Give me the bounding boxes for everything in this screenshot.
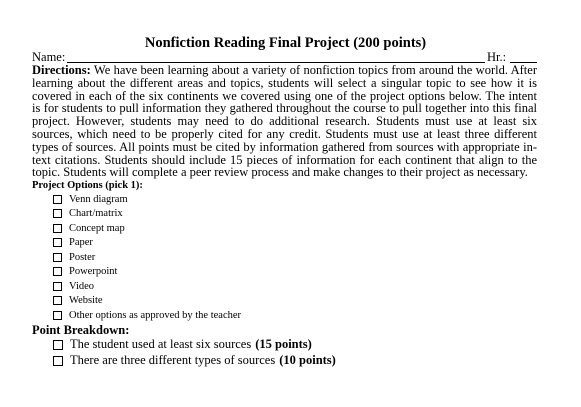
checkbox-icon[interactable]: [53, 253, 62, 262]
hour-label: Hr.:: [487, 50, 507, 64]
name-blank: [67, 62, 485, 63]
hour-blank: [510, 62, 537, 63]
directions-paragraph: [32, 64, 537, 179]
name-label: Name:: [32, 50, 66, 64]
document-title: Nonfiction Reading Final Project (200 points): [144, 35, 427, 51]
directions-text: We have been learning about a variety of nonfiction topics from around the world. After learning about the different areas and topics, students will select a singular topic to see how it is covered in each of the six continents we covered using one of the project options below. The intent is for students to pull information they gathered throughout the course to pull together into this final project. However, students may need to do additional research. Students must use at least six sources, which need to be properly cited for any credit. Students must use at least three different types of sources. All points must be cited by information gathered from sources with appropriate in-text citations. Students should include 15 pieces of information for each continent that align to the topic. Students will complete a peer review process and make changes to their project as necessary.: [32, 63, 537, 180]
checkbox-icon[interactable]: [53, 195, 62, 204]
directions-label: Directions:: [32, 63, 91, 77]
checkbox-icon[interactable]: [53, 340, 63, 350]
option-label: Website: [69, 295, 103, 307]
option-item-concept-map[interactable]: [32, 221, 537, 236]
checkbox-icon[interactable]: [53, 296, 62, 305]
option-label: Video: [69, 280, 95, 292]
option-label: Venn diagram: [69, 193, 128, 205]
document-page: [32, 35, 537, 369]
breakdown-item-source-types[interactable]: [32, 353, 537, 369]
checkbox-icon[interactable]: [53, 311, 62, 320]
breakdown-text: There are three different types of sources: [70, 353, 276, 368]
option-item-powerpoint[interactable]: [32, 265, 537, 280]
name-hour-line: [32, 51, 537, 64]
project-options-list: [32, 192, 537, 323]
option-item-venn-diagram[interactable]: [32, 192, 537, 207]
option-item-video[interactable]: [32, 279, 537, 294]
checkbox-icon[interactable]: [53, 282, 62, 291]
checkbox-icon[interactable]: [53, 224, 62, 233]
option-item-poster[interactable]: [32, 250, 537, 265]
checkbox-icon[interactable]: [53, 238, 62, 247]
breakdown-points: (15 points): [255, 337, 312, 352]
checkbox-icon[interactable]: [53, 356, 63, 366]
option-label: Paper: [69, 237, 93, 249]
breakdown-points: (10 points): [279, 353, 336, 368]
option-label: Poster: [69, 251, 96, 263]
breakdown-item-sources[interactable]: [32, 337, 537, 353]
option-label: Powerpoint: [69, 266, 118, 278]
project-options-heading: Project Options (pick 1):: [32, 180, 143, 192]
option-label: Concept map: [69, 222, 125, 234]
checkbox-icon[interactable]: [53, 267, 62, 276]
point-breakdown-heading: Point Breakdown:: [32, 322, 130, 337]
option-item-chart-matrix[interactable]: [32, 207, 537, 222]
breakdown-text: The student used at least six sources: [70, 337, 252, 352]
option-item-paper[interactable]: [32, 236, 537, 251]
option-item-website[interactable]: [32, 294, 537, 309]
point-breakdown-list: [32, 337, 537, 369]
option-label: Chart/matrix: [69, 208, 123, 220]
option-item-other[interactable]: [32, 308, 537, 323]
option-label: Other options as approved by the teacher: [69, 309, 242, 321]
checkbox-icon[interactable]: [53, 209, 62, 218]
